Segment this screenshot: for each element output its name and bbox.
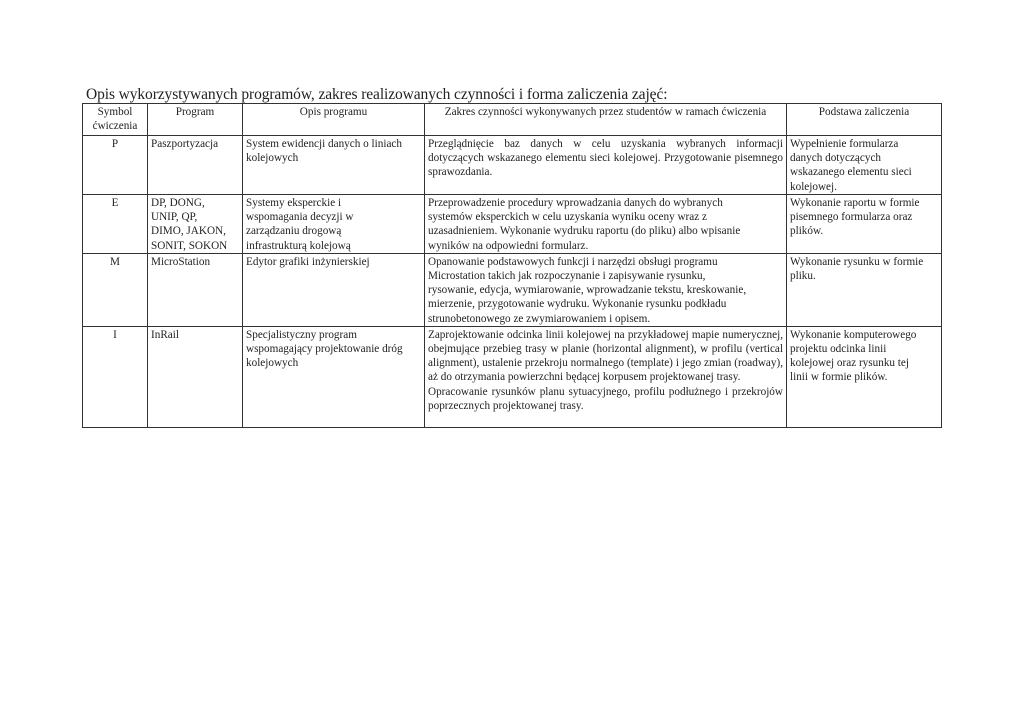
header-symbol	[83, 104, 148, 136]
row-scope	[425, 253, 787, 326]
header-program: Program	[148, 104, 243, 136]
scope-line: Microstation takich jak rozpoczynanie i zapisywanie rysunku,	[428, 270, 706, 283]
row-description	[243, 253, 425, 326]
row-basis	[787, 253, 942, 326]
header-description: Opis programu	[243, 104, 425, 136]
row-symbol: E	[83, 195, 148, 254]
programs-table	[82, 103, 942, 428]
table-row	[83, 326, 942, 427]
description-line: wspomagający projektowanie dróg	[246, 343, 403, 356]
table-row	[83, 253, 942, 326]
header-basis: Podstawa zaliczenia	[787, 104, 942, 136]
row-program	[148, 326, 243, 427]
description-line: kolejowych	[246, 357, 299, 370]
row-program	[148, 195, 243, 254]
basis-line: Wypełnienie formularza	[790, 138, 899, 150]
basis-line: projektu odcinka linii	[790, 343, 887, 356]
program-line: InRail	[151, 328, 179, 341]
description-line: wspomagania decyzji w	[246, 211, 354, 224]
scope-line: mierzenie, przygotowanie wydruku. Wykonanie rysunku podkładu	[428, 298, 727, 311]
basis-line: pisemnego formularza oraz	[790, 211, 913, 224]
row-program	[148, 253, 243, 326]
basis-line: wskazanego elementu sieci	[790, 166, 912, 179]
row-description	[243, 195, 425, 254]
description-line: System ewidencji danych o liniach	[246, 138, 402, 150]
program-line: Paszportyzacja	[151, 138, 219, 150]
program-line: DP, DONG,	[151, 197, 205, 209]
scope-line: uzasadnieniem. Wykonanie wydruku raportu (do pliku) albo wpisanie	[428, 225, 741, 238]
row-description	[243, 326, 425, 427]
basis-line: pliku.	[790, 270, 816, 283]
table-header-row	[83, 104, 942, 136]
basis-line: Wykonanie raportu w formie	[790, 197, 920, 209]
scope-line: strunobetonowego ze zwymiarowaniem i opisem.	[428, 312, 651, 325]
program-line: SONIT, SOKON	[151, 239, 228, 252]
basis-line: linii w formie plików.	[790, 371, 888, 384]
header-symbol-line: ćwiczenia	[92, 120, 138, 133]
program-line: UNIP, QP,	[151, 211, 198, 224]
description-line: kolejowych	[246, 152, 299, 165]
header-scope: Zakres czynności wykonywanych przez studentów w ramach ćwiczenia	[425, 104, 787, 136]
row-program	[148, 136, 243, 195]
scope-paragraph: Zaprojektowanie odcinka linii kolejowej na przykładowej mapie numerycznej, obejmujące przebieg trasy w planie (horizontal alignment), w profilu (vertical alignment), ustalenie przekroju normalnego (template) i jego zmian (roadway), aż do otrzymania powierzchni będącej korpusem projektowanej trasy.	[428, 328, 783, 384]
description-line: Specjalistyczny program	[246, 328, 357, 341]
basis-line: plików.	[790, 225, 824, 238]
row-scope	[425, 326, 787, 427]
row-scope	[425, 195, 787, 254]
description-line: Edytor grafiki inżynierskiej	[246, 255, 370, 268]
program-line: MicroStation	[151, 255, 211, 268]
basis-line: Wykonanie komputerowego	[790, 328, 917, 341]
scope-line: Przeprowadzenie procedury wprowadzania danych do wybranych	[428, 197, 723, 209]
row-basis	[787, 136, 942, 195]
basis-line: kolejowej.	[790, 180, 837, 193]
description-line: infrastrukturą kolejową	[246, 239, 351, 252]
header-symbol-line: Symbol	[97, 106, 133, 118]
description-line: zarządzaniu drogową	[246, 225, 342, 238]
basis-line: Wykonanie rysunku w formie	[790, 255, 924, 268]
program-line: DIMO, JAKON,	[151, 225, 226, 238]
scope-paragraph: Opracowanie rysunków planu sytuacyjnego, profilu podłużnego i przekrojów poprzecznych projektowanej trasy.	[428, 385, 783, 412]
description-line: Systemy eksperckie i	[246, 197, 342, 209]
scope-line: systemów eksperckich w celu uzyskania wyniku oceny wraz z	[428, 211, 707, 224]
scope-line: rysowanie, edycja, wymiarowanie, wprowadzanie tekstu, kreskowanie,	[428, 284, 747, 297]
row-symbol: P	[83, 136, 148, 195]
row-basis	[787, 195, 942, 254]
row-symbol: I	[83, 326, 148, 427]
table-row	[83, 136, 942, 195]
table-row	[83, 195, 942, 254]
row-symbol: M	[83, 253, 148, 326]
basis-line: danych dotyczących	[790, 152, 882, 165]
row-description	[243, 136, 425, 195]
scope-line: Opanowanie podstawowych funkcji i narzędzi obsługi programu	[428, 255, 718, 268]
basis-line: kolejowej oraz rysunku tej	[790, 357, 909, 370]
page-title: Opis wykorzystywanych programów, zakres realizowanych czynności i forma zaliczenia zajęć:	[86, 86, 668, 103]
row-scope: Przeglądnięcie baz danych w celu uzyskania wybranych informacji dotyczących wskazanego elementu sieci kolejowej. Przygotowanie pisemnego sprawozdania.	[425, 136, 787, 195]
scope-line: wyników na odpowiedni formularz.	[428, 239, 589, 252]
row-basis	[787, 326, 942, 427]
